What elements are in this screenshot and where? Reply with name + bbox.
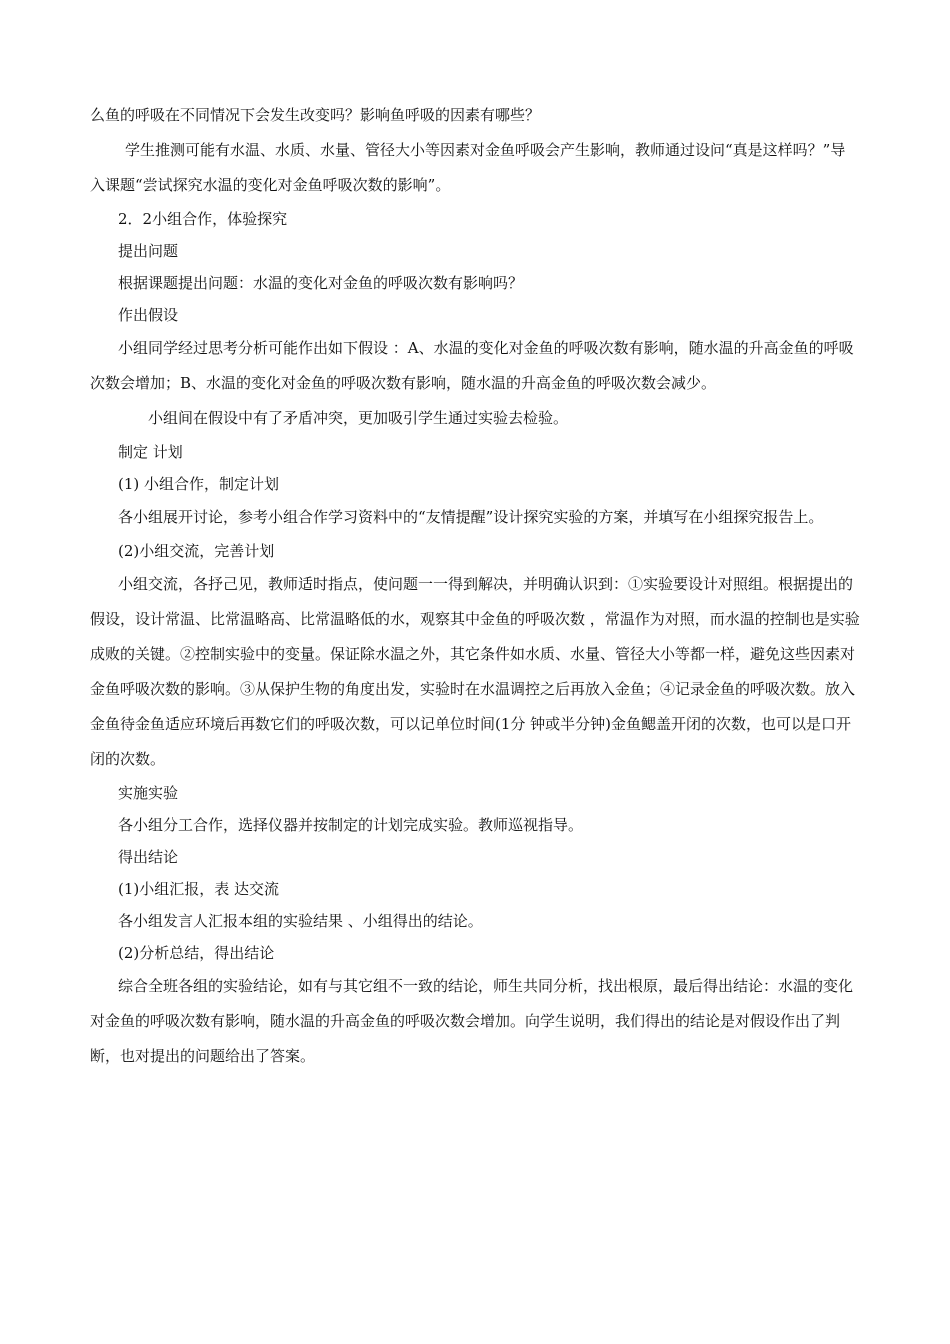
paragraph-intro-continued: 么鱼的呼吸在不同情况下会发生改变吗？影响鱼呼吸的因素有哪些？ [90,106,541,124]
list-item-conclusion-1: (1)小组汇报，表 达交流 [118,880,280,898]
paragraph-conflict: 小组间在假设中有了矛盾冲突，更加吸引学生通过实验去检验。 [148,409,569,427]
subheading-conclusion: 得出结论 [118,848,179,866]
paragraph-discussion: 各小组展开讨论，参考小组合作学习资料中的“友情提醒”设计探究实验的方案，并填写在小组探究报告上。 [118,508,824,526]
paragraph-summary: 综合全班各组的实验结论，如有与其它组不一致的结论，师生共同分析，找出根原，最后得出结论：水温的变化对金鱼的呼吸次数有影响，随水温的升高金鱼的呼吸次数会增加。向学生说明，我们得出的结论是对假设作出了判断，也对提出的问题给出了答案。 [90,977,854,1065]
list-item-conclusion-2: (2)分析总结，得出结论 [118,944,275,962]
paragraph-exchange: 小组交流，各抒己见，教师适时指点，使问题一一得到解决，并明确认识到：①实验要设计对照组。根据提出的假设，设计常温、比常温略高、比常温略低的水，观察其中金鱼的呼吸次数 ，常温作为对照，而水温的控制也是实验成败的关键。②控制实验中的变量。保证除水温之外，其它条件如水质、水量、管径大小等都一样，避免这些因素对 金鱼呼吸次数的影响。③从保护生物的角度出发，实验时在水温调控之后再放入金鱼；④记录金鱼的呼吸次数。放入金鱼待金鱼适应环境后再数它们的呼吸次数，可以记单位时间(1分 钟或半分钟)金鱼鳃盖开闭的次数，也可以是口开闭的次数。 [90,575,860,768]
paragraph-experiment: 各小组分工合作，选择仪器并按制定的计划完成实验。教师巡视指导。 [118,816,584,834]
subheading-hypothesis: 作出假设 [118,306,179,324]
list-item-plan-2: (2)小组交流，完善计划 [118,542,275,560]
subheading-make-plan: 制定 计划 [118,443,183,461]
paragraph-hypothesis: 小组同学经过思考分析可能作出如下假设 ：A、水温的变化对金鱼的呼吸次数有影响，随水温的升高金鱼的呼吸次数会增加；B、水温的变化对金鱼的呼吸次数有影响，随水温的升高金鱼的呼吸次数会减少。 [90,339,854,392]
subheading-ask-question: 提出问题 [118,242,179,260]
paragraph-question: 根据课题提出问题：水温的变化对金鱼的呼吸次数有影响吗？ [118,274,524,292]
list-item-plan-1: (1) 小组合作，制定计划 [118,475,280,493]
paragraph-student-guess: 学生推测可能有水温、水质、水量、管径大小等因素对金鱼呼吸会产生影响，教师通过设问“真是这样吗？”导入课题“尝试探究水温的变化对金鱼呼吸次数的影响”。 [90,141,846,194]
subheading-experiment: 实施实验 [118,784,179,802]
section-heading-group-cooperation: 2．2小组合作，体验探究 [118,210,288,228]
document-body [90,98,860,1074]
paragraph-report: 各小组发言人汇报本组的实验结果 、小组得出的结论。 [118,912,483,930]
